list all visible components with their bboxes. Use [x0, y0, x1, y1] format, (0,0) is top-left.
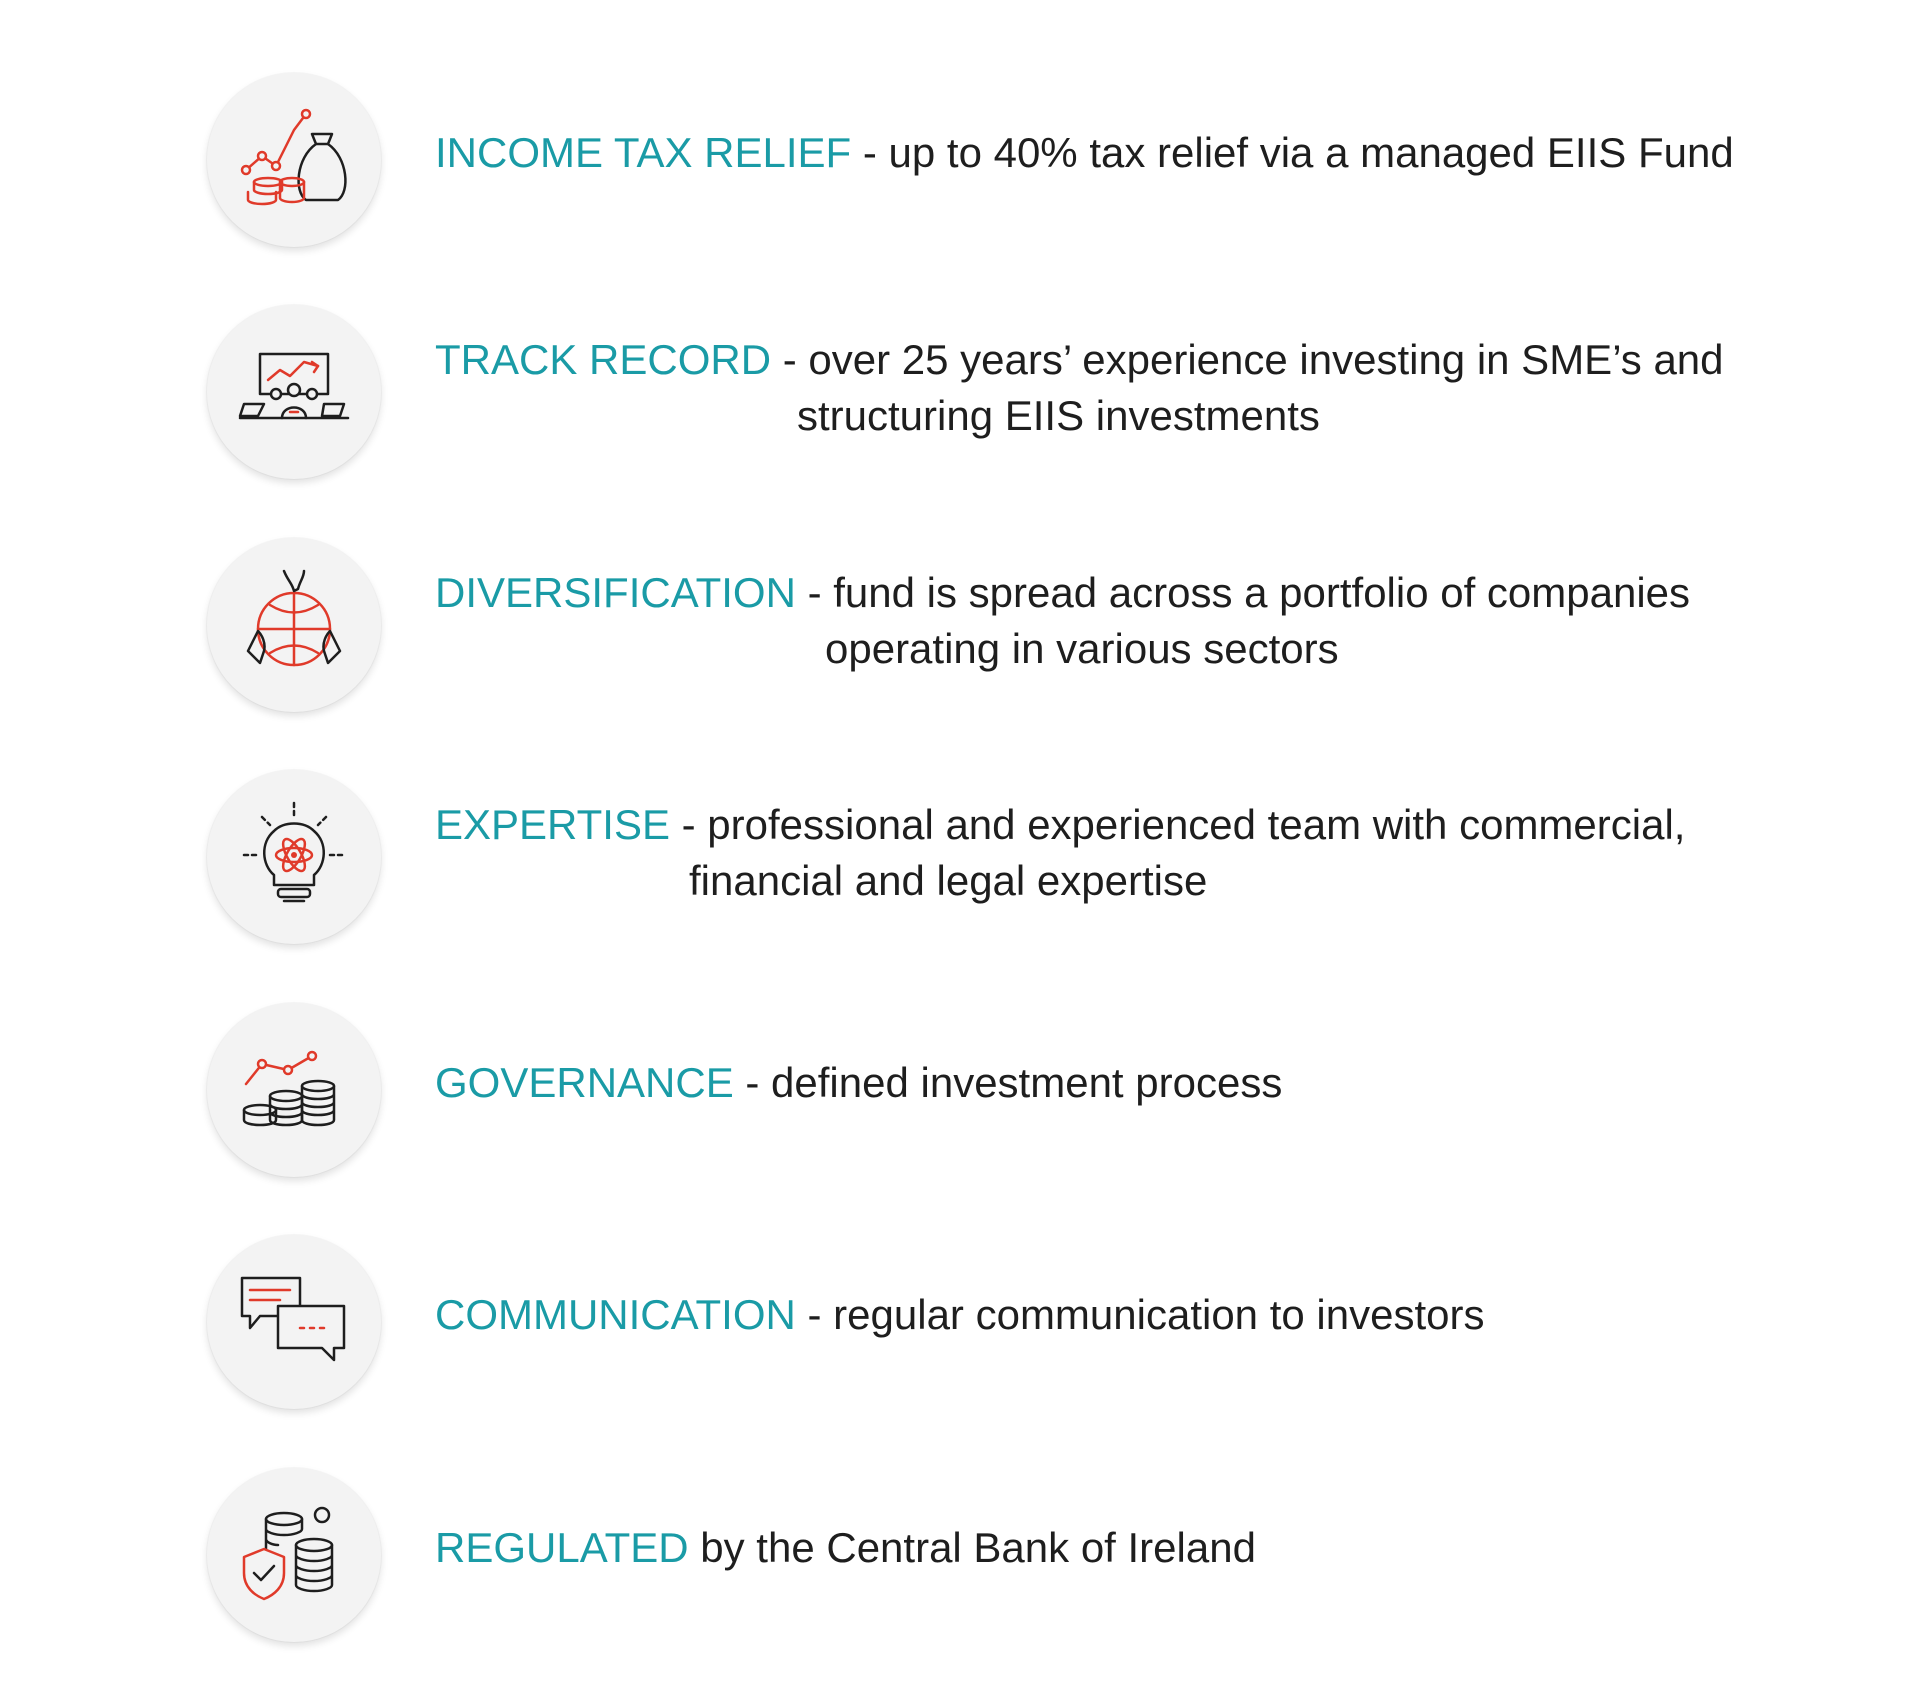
globe-hands-icon: [207, 538, 381, 712]
benefit-keyword: DIVERSIFICATION: [435, 569, 796, 616]
benefit-keyword: COMMUNICATION: [435, 1291, 796, 1338]
benefit-text: [435, 1055, 1282, 1111]
benefit-keyword: REGULATED: [435, 1524, 689, 1571]
benefit-keyword: GOVERNANCE: [435, 1059, 734, 1106]
benefit-description: - over 25 years’ experience investing in SME’s and: [771, 336, 1724, 383]
benefit-text: [435, 1287, 1484, 1343]
benefit-description-continued: financial and legal expertise: [689, 857, 1208, 904]
benefit-description-continued: structuring EIIS investments: [797, 392, 1320, 439]
benefit-text: [435, 797, 1685, 909]
money-bag-growth-icon: [207, 73, 381, 247]
benefit-keyword: TRACK RECORD: [435, 336, 772, 383]
benefit-description: by the Central Bank of Ireland: [688, 1524, 1256, 1571]
benefit-item-regulated: [0, 1465, 1920, 1645]
coins-growth-icon: [207, 1003, 381, 1177]
benefit-description-continued: operating in various sectors: [825, 625, 1339, 672]
benefit-item-diversification: [0, 535, 1920, 715]
benefit-item-expertise: [0, 767, 1920, 947]
benefit-description: - up to 40% tax relief via a managed EIIS Fund: [851, 129, 1734, 176]
lightbulb-brain-icon: [207, 770, 381, 944]
presentation-meeting-icon: [207, 305, 381, 479]
benefit-description: - defined investment process: [733, 1059, 1283, 1106]
benefit-text: [435, 565, 1690, 677]
benefit-text: [435, 125, 1734, 181]
benefit-item-track-record: [0, 302, 1920, 482]
benefit-text: [435, 332, 1724, 444]
benefit-keyword: INCOME TAX RELIEF: [435, 129, 852, 176]
chat-bubbles-icon: [207, 1235, 381, 1409]
benefit-item-communication: [0, 1232, 1920, 1412]
benefit-keyword: EXPERTISE: [435, 801, 670, 848]
benefit-item-income-tax-relief: [0, 70, 1920, 250]
benefit-description: - regular communication to investors: [795, 1291, 1485, 1338]
shield-coins-icon: [207, 1468, 381, 1642]
benefit-item-governance: [0, 1000, 1920, 1180]
benefit-description: - fund is spread across a portfolio of companies: [795, 569, 1691, 616]
benefit-text: [435, 1520, 1256, 1576]
benefit-description: - professional and experienced team with commercial,: [669, 801, 1686, 848]
